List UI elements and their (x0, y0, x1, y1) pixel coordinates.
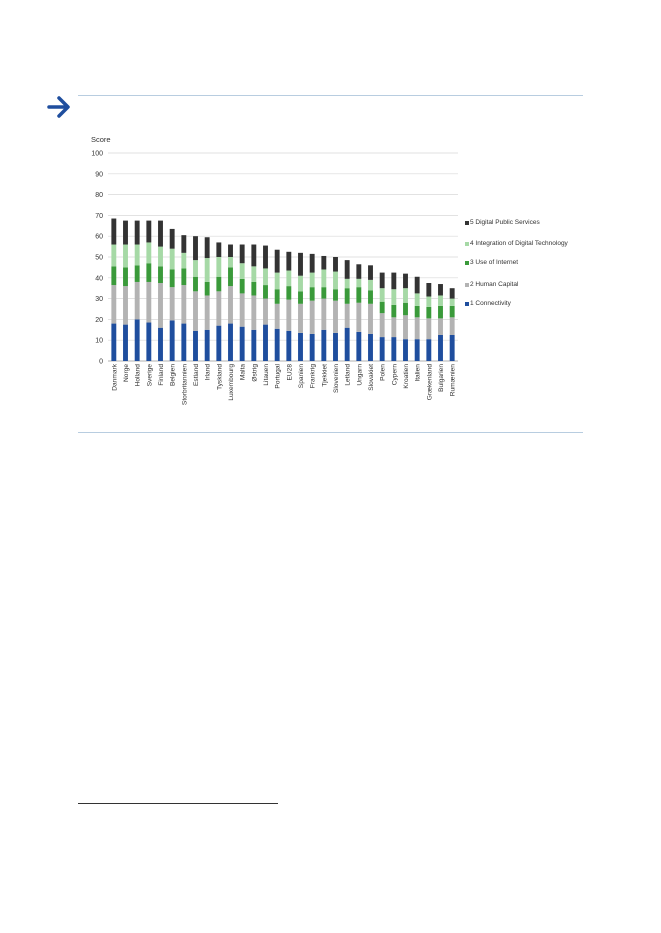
bar-segment (321, 256, 326, 270)
bar-segment (123, 325, 128, 361)
bar-segment (205, 330, 210, 361)
bar-segment (146, 282, 151, 323)
bar-segment (286, 300, 291, 331)
bar-segment (170, 287, 175, 320)
bar-segment (158, 221, 163, 247)
bar-segment (286, 271, 291, 287)
x-tick-label: Frankrig (309, 364, 317, 389)
bar-segment (135, 265, 140, 282)
bar-segment (240, 279, 245, 294)
bar-segment (181, 324, 186, 361)
x-tick-label: Rumænien (449, 364, 457, 397)
bar-segment (321, 287, 326, 298)
bar-segment (380, 337, 385, 361)
bar-segment (310, 301, 315, 334)
y-tick-label: 50 (95, 254, 103, 262)
y-tick-label: 40 (95, 275, 103, 283)
bar-segment (135, 245, 140, 266)
bar-segment (205, 295, 210, 329)
bar-segment (438, 295, 443, 305)
bar-segment (298, 291, 303, 303)
bar-segment (228, 245, 233, 257)
bar-segment (111, 285, 116, 323)
bar-segment (263, 325, 268, 361)
bar-segment (368, 265, 373, 280)
bar-segment (345, 260, 350, 279)
bar-segment (240, 293, 245, 326)
bar-segment (415, 277, 420, 294)
bar-segment (356, 279, 361, 287)
bar-segment (111, 266, 116, 285)
x-tick-label: Slovenien (333, 364, 340, 393)
bar-segment (251, 282, 256, 296)
bar-segment (240, 245, 245, 264)
bar-segment (263, 246, 268, 269)
bar-segment (345, 279, 350, 288)
bar-segment (170, 229, 175, 249)
bar-segment (426, 339, 431, 361)
y-tick-label: 90 (95, 171, 103, 179)
bar-segment (158, 283, 163, 328)
bar-segment (205, 258, 210, 282)
bar-segment (426, 307, 431, 318)
bar-segment (275, 304, 280, 329)
legend-item (470, 219, 580, 227)
bar-segment (321, 269, 326, 287)
bar-segment (391, 317, 396, 337)
bar-segment (345, 328, 350, 361)
bar-segment (333, 301, 338, 333)
bar-segment (146, 263, 151, 282)
bar-segment (123, 221, 128, 245)
bar-segment (380, 302, 385, 313)
bar-segment (216, 242, 221, 257)
y-tick-label: 60 (95, 233, 103, 241)
legend-swatch (465, 242, 469, 246)
x-tick-label: Storbritannien (181, 364, 189, 406)
x-tick-label: Cypern (391, 364, 399, 386)
bar-segment (123, 267, 128, 286)
bar-segment (146, 221, 151, 243)
x-tick-label: Kroatien (403, 364, 410, 389)
bar-segment (251, 245, 256, 267)
y-tick-label: 80 (95, 192, 103, 200)
bar-segment (158, 328, 163, 361)
x-tick-label: Danmark (111, 364, 119, 391)
bar-segment (356, 264, 361, 279)
footnote-separator (78, 803, 278, 804)
x-tick-label: Malta (239, 364, 247, 381)
bar-segment (415, 317, 420, 339)
bar-segment (356, 332, 361, 361)
bar-segment (170, 269, 175, 287)
bar-segment (333, 257, 338, 272)
legend-label: 5 Digital Public Services (470, 219, 540, 226)
x-tick-label: Slovakiet (368, 364, 375, 391)
bar-segment (391, 337, 396, 361)
legend-label: 4 Integration of Digital Technology (470, 240, 568, 247)
bar-segment (228, 267, 233, 286)
bar-segment (275, 289, 280, 304)
bar-segment (298, 304, 303, 333)
y-tick-label: 100 (91, 150, 103, 158)
bar-segment (321, 299, 326, 330)
y-tick-label: 70 (95, 212, 103, 220)
bar-segment (111, 324, 116, 361)
bar-segment (181, 235, 186, 253)
bar-segment (286, 286, 291, 300)
bar-segment (345, 304, 350, 328)
y-tick-label: 10 (95, 337, 103, 345)
bar-segment (368, 280, 373, 290)
bar-segment (450, 317, 455, 335)
bar-segment (146, 323, 151, 361)
bar-segment (391, 305, 396, 317)
bar-segment (380, 313, 385, 337)
legend-swatch (465, 283, 469, 287)
bar-segment (193, 236, 198, 260)
bar-segment (240, 263, 245, 279)
bar-segment (333, 289, 338, 300)
legend-item (470, 281, 580, 289)
bar-segment (123, 286, 128, 324)
bar-segment (193, 331, 198, 361)
bar-segment (415, 306, 420, 317)
bar-segment (426, 318, 431, 339)
x-tick-label: Italien (414, 364, 422, 382)
y-tick-label: 0 (99, 358, 103, 366)
legend-item (470, 300, 580, 308)
bar-segment (158, 247, 163, 267)
bar-segment (368, 334, 373, 361)
bar-segment (193, 277, 198, 292)
x-tick-label: Finland (158, 364, 165, 386)
legend-swatch (465, 302, 469, 306)
bar-segment (193, 260, 198, 277)
bar-segment (181, 268, 186, 285)
x-tick-label: Bulgarien (438, 364, 445, 392)
bar-segment (438, 335, 443, 361)
bar-segment (216, 291, 221, 325)
legend-label: 2 Human Capital (470, 281, 519, 288)
bar-segment (356, 287, 361, 303)
bar-segment (310, 273, 315, 288)
bar-segment (158, 266, 163, 283)
bar-segment (170, 320, 175, 361)
bar-segment (380, 273, 385, 289)
bar-segment (275, 273, 280, 290)
bar-segment (391, 273, 396, 290)
bar-segment (251, 295, 256, 329)
bar-segment (263, 268, 268, 285)
bar-segment (298, 276, 303, 292)
y-tick-label: 30 (95, 296, 103, 304)
x-tick-label: Belgien (169, 364, 177, 386)
bar-segment (450, 288, 455, 298)
bar-segment (216, 326, 221, 361)
y-axis-title: Score (91, 135, 111, 144)
bar-segment (426, 283, 431, 297)
bar-segment (251, 330, 256, 361)
bar-segment (310, 287, 315, 301)
x-tick-label: Østrig (251, 364, 259, 382)
bar-segment (135, 319, 140, 361)
bar-segment (333, 333, 338, 361)
bar-segment (450, 335, 455, 361)
x-tick-label: EU28 (286, 364, 294, 381)
bar-segment (111, 219, 116, 245)
bar-segment (263, 285, 268, 299)
bar-segment (135, 221, 140, 245)
bar-segment (438, 306, 443, 318)
bar-segment (216, 257, 221, 277)
bar-segment (228, 324, 233, 361)
y-tick-label: 20 (95, 316, 103, 324)
x-tick-label: Portugal (274, 364, 282, 389)
bar-segment (426, 297, 431, 307)
x-tick-label: Irland (204, 364, 212, 381)
bar-segment (310, 334, 315, 361)
bar-segment (403, 303, 408, 315)
bar-segment (240, 327, 245, 361)
bar-segment (286, 331, 291, 361)
x-axis-labels (111, 363, 456, 405)
bar-segment (345, 288, 350, 304)
bar-segment (380, 288, 385, 302)
x-tick-label: Litauen (263, 364, 270, 386)
x-tick-label: Letland (344, 364, 352, 386)
bar-segment (368, 304, 373, 334)
bar-segment (111, 245, 116, 267)
bar-segment (333, 272, 338, 290)
bar-segment (228, 257, 233, 267)
bar-segment (193, 291, 198, 331)
x-tick-label: Spanien (298, 364, 305, 389)
bar-segment (368, 290, 373, 304)
bar-segment (391, 289, 396, 305)
bar-segment (450, 306, 455, 317)
bar-segment (181, 253, 186, 269)
bar-segment (251, 266, 256, 282)
x-tick-label: Grækenland (426, 364, 434, 401)
section-bottom-rule (78, 432, 583, 433)
x-tick-label: Ungarn (356, 364, 364, 386)
bar-segment (135, 282, 140, 319)
x-tick-label: Holland (134, 364, 142, 387)
bar-segment (123, 245, 128, 268)
bar-segment (403, 315, 408, 339)
bar-segment (403, 288, 408, 303)
legend-label: 3 Use of Internet (470, 259, 519, 266)
bar-segment (286, 252, 291, 271)
bar-segment (275, 250, 280, 273)
legend-item (470, 259, 580, 267)
y-axis-ticks (91, 151, 103, 366)
bars (111, 219, 454, 361)
bar-segment (181, 285, 186, 323)
bar-segment (438, 284, 443, 295)
bar-segment (415, 339, 420, 361)
x-tick-label: Polen (379, 364, 387, 381)
bar-segment (298, 333, 303, 361)
bar-segment (205, 237, 210, 258)
legend-label: 1 Connectivity (470, 300, 511, 307)
x-tick-label: Tjekkiet (321, 364, 329, 387)
x-tick-label: Luxembourg (228, 364, 235, 401)
bar-segment (216, 277, 221, 292)
x-tick-label: Tyskland (216, 364, 224, 391)
legend-swatch (465, 221, 469, 225)
bar-segment (228, 286, 233, 323)
x-tick-label: Sverige (146, 364, 154, 387)
bar-segment (403, 339, 408, 361)
bar-segment (321, 330, 326, 361)
legend-item (470, 240, 580, 248)
bar-segment (146, 242, 151, 263)
legend-swatch (465, 261, 469, 265)
bar-segment (415, 293, 420, 305)
bar-segment (438, 318, 443, 335)
x-tick-label: Norge (123, 364, 130, 382)
bar-segment (170, 249, 175, 270)
bar-segment (450, 299, 455, 306)
bar-segment (298, 253, 303, 276)
bar-segment (263, 299, 268, 325)
bar-segment (205, 282, 210, 296)
bar-segment (310, 254, 315, 273)
bar-segment (275, 329, 280, 361)
bar-segment (403, 274, 408, 289)
x-tick-label: Estland (193, 364, 200, 386)
bar-segment (356, 303, 361, 332)
